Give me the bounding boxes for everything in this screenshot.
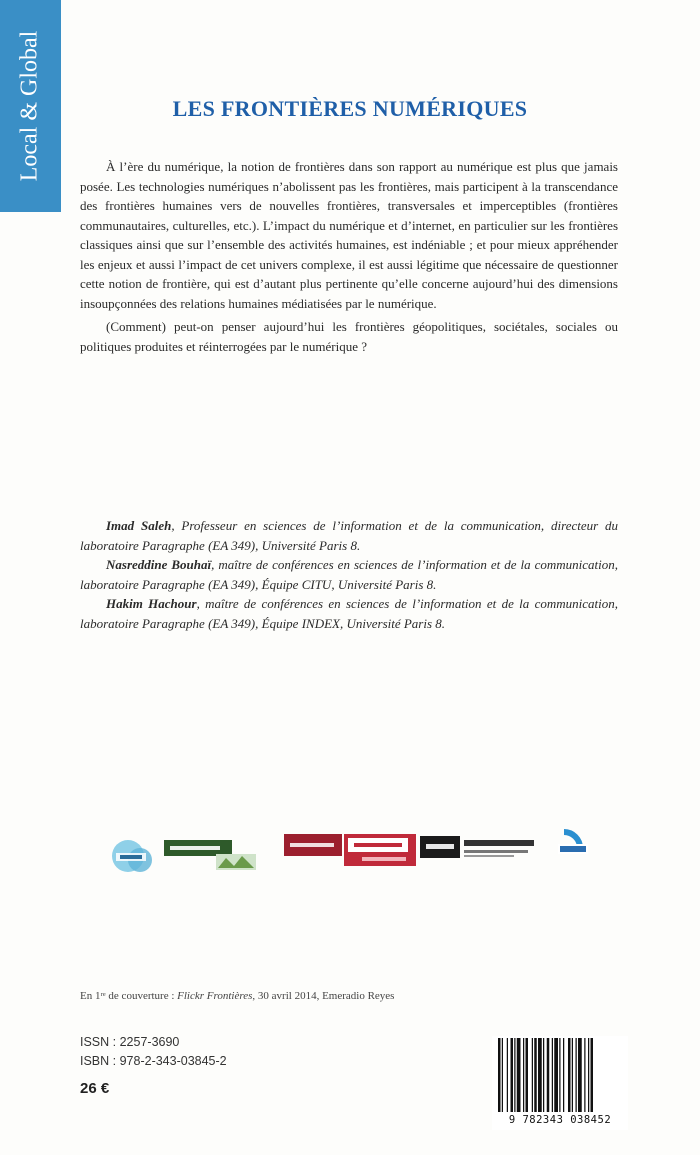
summary-paragraph-2: (Comment) peut-on penser aujourd’hui les frontières géopolitiques, sociétales, sociales ou politiques produites et réinterrogées par le numérique ? bbox=[80, 319, 618, 354]
author-desc-2: , maître de conférences en sciences de l’information et de la communication, laboratoire Paragraphe (EA 349), Équipe CITU, Université Paris 8. bbox=[80, 557, 618, 592]
institute-logo bbox=[420, 834, 536, 864]
collection-logo bbox=[284, 834, 416, 866]
msh-logo bbox=[108, 836, 160, 876]
author-bio-2 bbox=[80, 555, 618, 594]
book-summary bbox=[80, 157, 618, 360]
credit-prefix: En 1ʳᵉ de couverture : bbox=[80, 990, 178, 1002]
cedi-logo bbox=[540, 822, 590, 876]
credit-work: Flickr Frontières bbox=[177, 990, 253, 1002]
author-name-2: Nasreddine Bouhaï bbox=[106, 557, 212, 572]
author-bio-3 bbox=[80, 594, 618, 633]
summary-paragraph-1: À l’ère du numérique, la notion de frontières dans son rapport au numérique est plus que jamais posée. Les technologies numériques n’abolissent pas les frontières, mais participent à la transcendance des frontières humaines vers de nouvelles frontières, transversales et imperceptibles (frontières communautaires, culturelles, etc.). L’impact du numérique et d’internet, en particulier sur les frontières classiques ainsi que sur l’ensemble des activités humaines, est indéniable ; et pour mieux appréhender les enjeux et aussi l’impact de cet univers complexe, il est aussi légitime que nécessaire de questionner cette notion de frontière, qui est d’autant plus pertinente qu’elle concerne aujourd’hui des dimensions insoupçonnées des relations humaines médiatisées par le numérique. bbox=[80, 159, 618, 311]
barcode bbox=[492, 1036, 628, 1130]
barcode-bars bbox=[496, 1038, 624, 1114]
isbn: ISBN : 978-2-343-03845-2 bbox=[80, 1054, 227, 1068]
partner-logos bbox=[108, 822, 590, 878]
credit-suffix: , 30 avril 2014, Emeradio Reyes bbox=[252, 990, 395, 1002]
issn: ISSN : 2257-3690 bbox=[80, 1035, 180, 1049]
author-name-3: Hakim Hachour bbox=[106, 596, 197, 611]
author-bios bbox=[80, 516, 618, 633]
author-bio-1 bbox=[80, 516, 618, 555]
author-desc-1: , Professeur en sciences de l’information et de la communication, directeur du laboratoire Paragraphe (EA 349), Université Paris 8. bbox=[80, 518, 618, 553]
identifiers bbox=[80, 1033, 227, 1071]
cover-credit bbox=[80, 990, 640, 1002]
paragraphe-logo bbox=[164, 836, 256, 872]
author-name-1: Imad Saleh bbox=[106, 518, 172, 533]
series-label: Local & Global bbox=[16, 30, 43, 182]
price: 26 € bbox=[80, 1080, 110, 1097]
barcode-number: 9 782343 038452 bbox=[508, 1114, 612, 1126]
author-desc-3: , maître de conférences en sciences de l’information et de la communication, laboratoire Paragraphe (EA 349), Équipe INDEX, Université Paris 8. bbox=[80, 596, 618, 631]
book-title: LES FRONTIÈRES NUMÉRIQUES bbox=[172, 96, 528, 121]
